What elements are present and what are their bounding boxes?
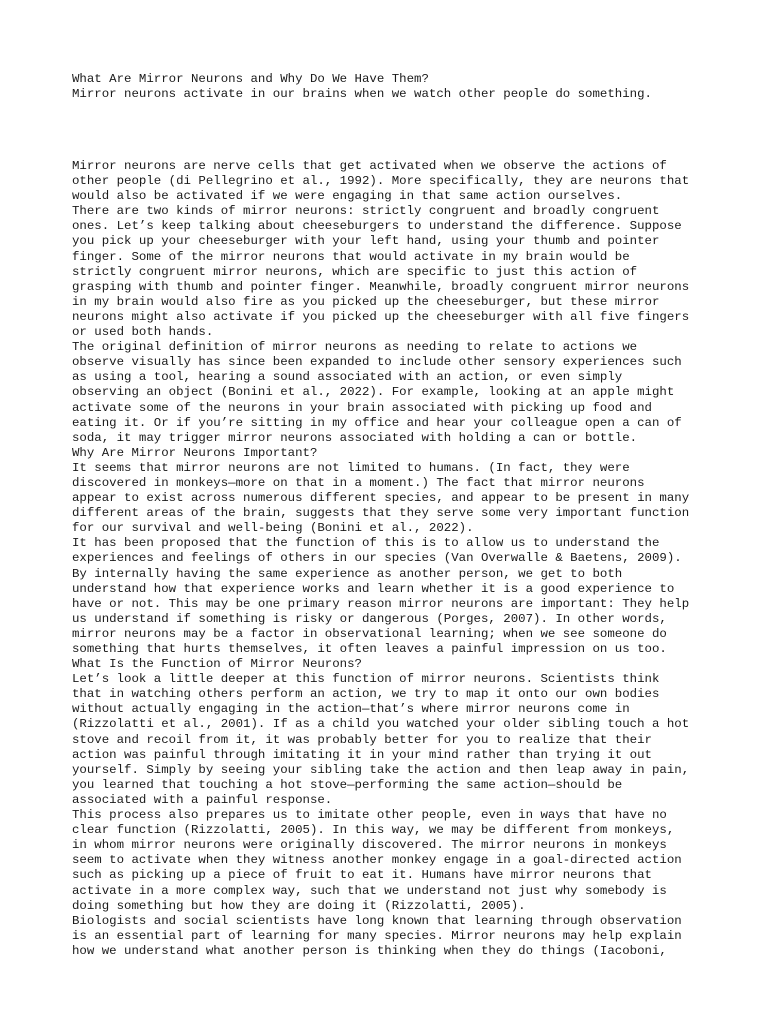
body-line: have or not. This may be one primary reason mirror neurons are important: They help bbox=[72, 596, 690, 611]
body-line: you pick up your cheeseburger with your left hand, using your thumb and pointer bbox=[72, 234, 660, 249]
body-line: yourself. Simply by seeing your sibling take the action and then leap away in pain, bbox=[72, 762, 690, 777]
body-line: ones. Let’s keep talking about cheeseburgers to understand the difference. Suppose bbox=[72, 219, 682, 234]
header-line: Mirror neurons activate in our brains when we watch other people do something. bbox=[72, 87, 652, 102]
body-line: associated with a painful response. bbox=[72, 792, 333, 807]
body-line: for our survival and well-being (Bonini et al., 2022). bbox=[72, 521, 474, 536]
body-line: appear to exist across numerous different species, and appear to be present in many bbox=[72, 491, 690, 506]
body-line: eating it. Or if you’re sitting in my office and hear your colleague open a can of bbox=[72, 415, 682, 430]
body-line: Why Are Mirror Neurons Important? bbox=[72, 445, 318, 460]
body-line: discovered in monkeys—more on that in a moment.) The fact that mirror neurons bbox=[72, 475, 645, 490]
body-line: soda, it may trigger mirror neurons associated with holding a can or bottle. bbox=[72, 430, 638, 445]
body-line: (Rizzolatti et al., 2001). If as a child you watched your older sibling touch a hot bbox=[72, 717, 690, 732]
body-line: without actually engaging in the action—that’s where mirror neurons come in bbox=[72, 702, 630, 717]
body-line: other people (di Pellegrino et al., 1992). More specifically, they are neurons that bbox=[72, 174, 690, 189]
body-line: Mirror neurons are nerve cells that get activated when we observe the actions of bbox=[72, 159, 667, 173]
body-line: that in watching others perform an action, we try to map it onto our own bodies bbox=[72, 687, 660, 702]
body-line: or used both hands. bbox=[72, 325, 214, 340]
body-line: By internally having the same experience as another person, we get to both bbox=[72, 566, 623, 581]
body-line: finger. Some of the mirror neurons that would activate in my brain would be bbox=[72, 249, 630, 264]
body-line: neurons might also activate if you picked up the cheeseburger with all five fingers bbox=[72, 309, 690, 324]
document-body bbox=[72, 159, 712, 959]
body-line: mirror neurons may be a factor in observational learning; when we see someone do bbox=[72, 626, 667, 641]
body-line: activate in a more complex way, such that we understand not just why somebody is bbox=[72, 883, 667, 898]
body-line: in my brain would also fire as you picked up the cheeseburger, but these mirror bbox=[72, 294, 660, 309]
body-line: Let’s look a little deeper at this function of mirror neurons. Scientists think bbox=[72, 672, 660, 687]
body-line: observe visually has since been expanded to include other sensory experiences such bbox=[72, 355, 682, 370]
body-line: experiences and feelings of others in our species (Van Overwalle & Baetens, 2009). bbox=[72, 551, 682, 566]
body-line: observing an object (Bonini et al., 2022). For example, looking at an apple might bbox=[72, 385, 675, 400]
body-line: doing something but how they are doing it (Rizzolatti, 2005). bbox=[72, 898, 526, 913]
body-line: understand how that experience works and learn whether it is a good experience to bbox=[72, 581, 675, 596]
body-line: is an essential part of learning for many species. Mirror neurons may help explain bbox=[72, 928, 682, 943]
body-line: us understand if something is risky or dangerous (Porges, 2007). In other words, bbox=[72, 611, 667, 626]
body-line: how we understand what another person is thinking when they do things (Iacoboni, bbox=[72, 943, 667, 958]
header-line: What Are Mirror Neurons and Why Do We Have Them? bbox=[72, 72, 429, 86]
body-line: clear function (Rizzolatti, 2005). In this way, we may be different from monkeys, bbox=[72, 823, 675, 838]
body-line: action was painful through imitating it in your mind rather than trying it out bbox=[72, 747, 652, 762]
body-line: This process also prepares us to imitate other people, even in ways that have no bbox=[72, 808, 667, 823]
body-line: would also be activated if we were engaging in that same action ourselves. bbox=[72, 189, 623, 204]
body-line: It has been proposed that the function of this is to allow us to understand the bbox=[72, 536, 660, 551]
body-line: stove and recoil from it, it was probably better for you to realize that their bbox=[72, 732, 652, 747]
body-line: as using a tool, hearing a sound associated with an action, or even simply bbox=[72, 370, 623, 385]
body-line: Biologists and social scientists have long known that learning through observation bbox=[72, 913, 682, 928]
body-line: strictly congruent mirror neurons, which are specific to just this action of bbox=[72, 264, 638, 279]
body-line: It seems that mirror neurons are not limited to humans. (In fact, they were bbox=[72, 460, 630, 475]
body-line: something that hurts themselves, it often leaves a painful impression on us too. bbox=[72, 642, 667, 656]
body-line: What Is the Function of Mirror Neurons? bbox=[72, 657, 362, 672]
body-line: grasping with thumb and pointer finger. Meanwhile, broadly congruent mirror neurons bbox=[72, 279, 690, 294]
document-header bbox=[72, 72, 712, 102]
body-line: The original definition of mirror neurons as needing to relate to actions we bbox=[72, 340, 638, 355]
body-line: you learned that touching a hot stove—performing the same action—should be bbox=[72, 777, 623, 792]
body-line: There are two kinds of mirror neurons: strictly congruent and broadly congruent bbox=[72, 204, 660, 219]
body-line: different areas of the brain, suggests that they serve some very important function bbox=[72, 506, 690, 521]
body-line: in whom mirror neurons were originally discovered. The mirror neurons in monkeys bbox=[72, 838, 667, 853]
body-line: such as picking up a piece of fruit to eat it. Humans have mirror neurons that bbox=[72, 868, 652, 883]
body-line: activate some of the neurons in your brain associated with picking up food and bbox=[72, 400, 652, 415]
body-line: seem to activate when they witness another monkey engage in a goal-directed action bbox=[72, 853, 682, 868]
